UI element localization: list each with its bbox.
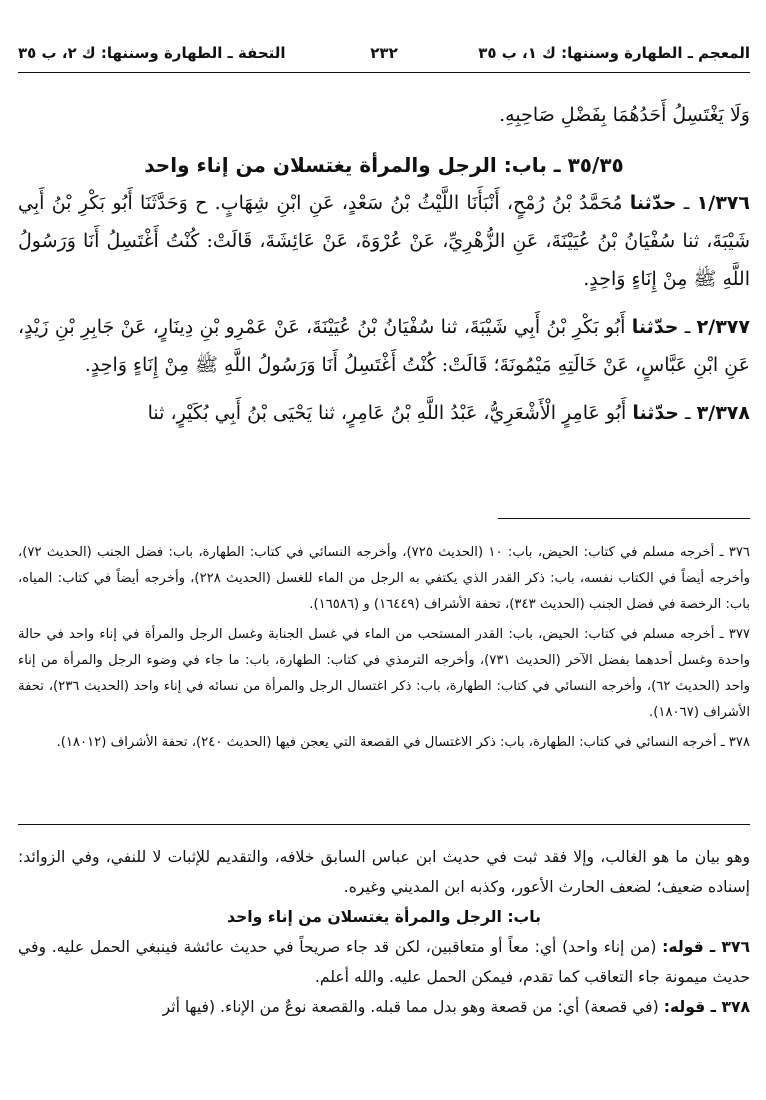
hadith-377: ٢/٣٧٧ ـ حدّثنا أَبُو بَكْرِ بْنُ أَبِي شَيْبَةَ، ثنا سُفْيَانُ بْنُ عُيَيْنَةَ، عَنْ عَمْرِو بْنِ دِينَارٍ، عَنْ جَابِرِ بْنِ زَيْدٍ، عَنِ ابْنِ عَبَّاسٍ، عَنْ خَالَتِهِ مَيْمُونَةَ؛ قَالَتْ: كُنْتُ أَغْتَسِلُ أَنَا وَرَسُولُ اللَّهِ ﷺ مِنْ إِنَاءٍ وَاحِدٍ. — [18, 316, 750, 376]
book-page — [18, 0, 750, 1100]
hadith-text: أَبُو عَامِرٍ الْأَشْعَرِيُّ، عَبْدُ اللَّهِ بْنُ عَامِرٍ، ثنا يَحْيَى بْنُ أَبِي بُكَيْرٍ، ثنا — [147, 402, 627, 424]
chapter-title: ٣٥/٣٥ ـ باب: الرجل والمرأة يغتسلان من إناء واحد — [144, 153, 624, 177]
commentary-note-number: ٣٧٦ ـ قوله: — [662, 938, 750, 956]
commentary-note-number: ٣٧٨ ـ قوله: — [663, 998, 750, 1016]
commentary-note-376 — [18, 932, 750, 992]
commentary-note-378 — [18, 992, 750, 1022]
hadith-text: مُحَمَّدُ بْنُ رُمْحٍ، أَنْبَأَنَا اللَّيْثُ بْنُ سَعْدٍ، عَنِ ابْنِ شِهَابٍ. ح وَحَدَّثَنَا أَبُو بَكْرِ بْنُ أَبِي شَيْبَةَ، ثنا سُفْيَانُ بْنُ عُيَيْنَةَ، عَنِ الزُّهْرِيِّ، عَنْ عُرْوَةَ، عَنْ عَائِشَةَ، قَالَتْ: كُنْتُ أَغْتَسِلُ أَنَا وَرَسُولُ اللَّهِ ﷺ مِنْ إِنَاءٍ وَاحِدٍ. — [18, 192, 750, 290]
hadith-lead: حدّثنا — [632, 402, 680, 424]
running-header-right: المعجم ـ الطهارة وسننها: ك ١، ب ٣٥ — [478, 44, 750, 62]
hadith-lead: حدّثنا — [631, 316, 679, 338]
main-text — [18, 96, 750, 442]
hadith-378: ٣/٣٧٨ ـ حدّثنا أَبُو عَامِرٍ الْأَشْعَرِيُّ، عَبْدُ اللَّهِ بْنُ عَامِرٍ، ثنا يَحْيَى بْنُ أَبِي بُكَيْرٍ، ثنا — [147, 402, 750, 424]
commentary-rule — [18, 824, 750, 825]
page-number: ٢٣٢ — [370, 44, 398, 62]
hadith-number: ٣/٣٧٨ — [696, 402, 750, 424]
commentary — [18, 842, 750, 1022]
footnote-376: ٣٧٦ ـ أخرجه مسلم في كتاب: الحيض، باب: ١٠ (الحديث ٧٢٥)، وأخرجه النسائي في كتاب: الطهارة، باب: فضل الجنب (الحديث ٧٢)، وأخرجه أيضاً في الكتاب نفسه، باب: ذكر القدر الذي يكتفي به الرجل من الماء للغسل (الحديث ٢٢٨)، وأخرجه أيضاً في كتاب: المياه، باب: الرخصة في فضل الجنب (الحديث ٣٤٣)، تحفة الأشراف (١٦٤٤٩) و (١٦٥٨٦). — [18, 545, 751, 612]
footnote-rule — [498, 518, 750, 519]
footnote-377: ٣٧٧ ـ أخرجه مسلم في كتاب: الحيض، باب: القدر المستحب من الماء في غسل الجنابة وغسل الرجل والمرأة في إناء واحد في حالة واحدة وغسل أحدهما بفضل الآخر (الحديث ٧٣١)، وأخرجه الترمذي في كتاب: الطهارة، باب: ما جاء في وضوء الرجل والمرأة من إناء واحد (الحديث ٦٢)، وأخرجه النسائي في كتاب: الطهارة، باب: ذكر اغتسال الرجل والمرأة من نسائه في إناء واحد (الحديث ٢٣٦)، تحفة الأشراف (١٨٠٦٧). — [18, 627, 750, 720]
footnotes — [18, 540, 750, 760]
running-header — [18, 44, 750, 68]
commentary-intro: وهو بيان ما هو الغالب، وإلا فقد ثبت في حديث ابن عباس السابق خلافه، والتقديم للإثبات لا للنفي، وفي الزوائد: إسناده ضعيف؛ لضعف الحارث الأعور، وكذبه ابن المديني وغيره. — [18, 848, 750, 896]
footnote-378: ٣٧٨ ـ أخرجه النسائي في كتاب: الطهارة، باب: ذكر الاغتسال في القصعة التي يعجن فيها (الحديث ٢٤٠)، تحفة الأشراف (١٨٠١٢). — [56, 735, 750, 750]
hadith-lead: حدّثنا — [629, 192, 677, 214]
hadith-number: ١/٣٧٦ — [696, 192, 750, 214]
hadith-number: ٢/٣٧٧ — [696, 316, 750, 338]
commentary-note-text: (في قصعة) أي: من قصعة وهو بدل مما قبله. والقصعة نوعٌ من الإناء. (فيها أثر — [162, 998, 659, 1016]
continuation-text: وَلَا يَغْتَسِلُ أَحَدُهُمَا بِفَضْلِ صَاحِبِهِ. — [499, 104, 750, 126]
header-rule — [18, 72, 750, 73]
hadith-376: ١/٣٧٦ ـ حدّثنا مُحَمَّدُ بْنُ رُمْحٍ، أَنْبَأَنَا اللَّيْثُ بْنُ سَعْدٍ، عَنِ ابْنِ شِهَابٍ. ح وَحَدَّثَنَا أَبُو بَكْرِ بْنُ أَبِي شَيْبَةَ، ثنا سُفْيَانُ بْنُ عُيَيْنَةَ، عَنِ الزُّهْرِيِّ، عَنْ عُرْوَةَ، عَنْ عَائِشَةَ، قَالَتْ: كُنْتُ أَغْتَسِلُ أَنَا وَرَسُولُ اللَّهِ ﷺ مِنْ إِنَاءٍ وَاحِدٍ. — [18, 192, 750, 290]
commentary-heading: باب: الرجل والمرأة يغتسلان من إناء واحد — [227, 908, 541, 926]
commentary-note-text: (من إناء واحد) أي: معاً أو متعاقبين، لكن قد جاء صريحاً في حديث عائشة فينبغي الحمل عليه. وفي حديث ميمونة جاء التعاقب كما تقدم، فيمكن الحمل عليه. والله أعلم. — [18, 938, 750, 986]
running-header-left: التحفة ـ الطهارة وسننها: ك ٢، ب ٣٥ — [18, 44, 286, 62]
hadith-text: أَبُو بَكْرِ بْنُ أَبِي شَيْبَةَ، ثنا سُفْيَانُ بْنُ عُيَيْنَةَ، عَنْ عَمْرِو بْنِ دِينَارٍ، عَنْ جَابِرِ بْنِ زَيْدٍ، عَنِ ابْنِ عَبَّاسٍ، عَنْ خَالَتِهِ مَيْمُونَةَ؛ قَالَتْ: كُنْتُ أَغْتَسِلُ أَنَا وَرَسُولُ اللَّهِ ﷺ مِنْ إِنَاءٍ وَاحِدٍ. — [18, 316, 750, 376]
